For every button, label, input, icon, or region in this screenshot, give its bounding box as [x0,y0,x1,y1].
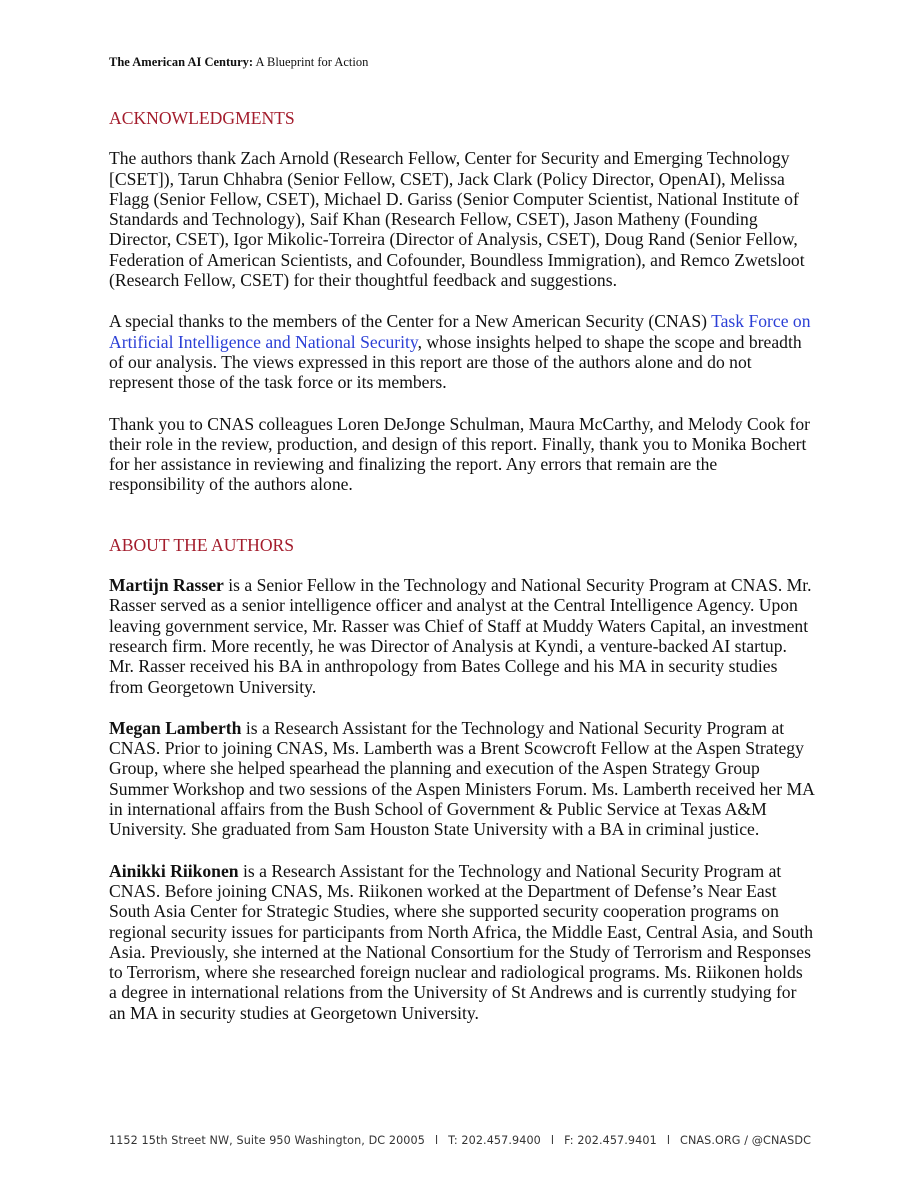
footer-address: 1152 15th Street NW, Suite 950 Washington, DC 20005 [109,1134,425,1147]
footer-separator: l [550,1134,555,1147]
footer-web-link[interactable]: CNAS.ORG / @CNASDC [680,1134,812,1147]
main-content [109,107,814,1023]
running-header [109,55,368,70]
about-authors-heading: ABOUT THE AUTHORS [109,534,295,555]
author-bio: Ainikki Riikonen is a Research Assistant for the Technology and National Security Program at CNAS. Before joining CNAS, Ms. Riikonen worked at the Department of Defense’s Near East South Asia Center for Strategic Studies, where she supported security cooperation programs on regional security issues for participants from North Africa, the Middle East, Central Asia, and South Asia. Previously, she interned at the National Consortium for the Study of Terrorism and Responses to Terrorism, where she researched foreign nuclear and radiological programs. Ms. Riikonen holds a degree in international relations from the University of St Andrews and is currently studying for an MA in security studies at Georgetown University. [109,860,814,1023]
footer-separator: l [434,1134,439,1147]
author-bio: Megan Lamberth is a Research Assistant for the Technology and National Security Program at CNAS. Prior to joining CNAS, Ms. Lamberth was a Brent Scowcroft Fellow at the Aspen Strategy Group, where she helped spearhead the planning and execution of the Aspen Strategy Group Summer Workshop and two sessions of the Aspen Ministers Forum. Ms. Lamberth received her MA in international affairs from the Bush School of Government & Public Service at Texas A&M University. She graduated from Sam Houston State University with a BA in criminal justice. [109,717,814,840]
report-title-bold: The American AI Century: [109,55,254,69]
acknowledgments-paragraph-1: The authors thank Zach Arnold (Research Fellow, Center for Security and Emerging Technology [CSET]), Tarun Chhabra (Senior Fellow, CSET), Jack Clark (Policy Director, OpenAI), Melissa Flagg (Senior Fellow, CSET), Michael D. Gariss (Senior Computer Scientist, National Institute of Standards and Technology), Saif Khan (Research Fellow, CSET), Jason Matheny (Founding Director, CSET), Igor Mikolic-Torreira (Director of Analysis, CSET), Doug Rand (Senior Fellow, Federation of American Scientists, and Cofounder, Boundless Immigration), and Remco Zwetsloot (Research Fellow, CSET) for their thoughtful feedback and suggestions. [109,148,805,291]
acknowledgments-heading: ACKNOWLEDGMENTS [109,108,295,128]
acknowledgments-paragraph-2: A special thanks to the members of the Center for a New American Security (CNAS) Task Force on Artificial Intelligence and National Security, whose insights helped to shape the scope and breadth of our analysis. The views expressed in this report are those of the authors alone and do not represent those of the task force or its members. [109,311,811,393]
author-name: Martijn Rasser [109,575,224,596]
footer-phone: T: 202.457.9400 [448,1134,541,1147]
author-name: Megan Lamberth [109,717,242,738]
report-title-subtitle: A Blueprint for Action [253,55,369,69]
page-footer [109,1134,814,1147]
task-force-link[interactable]: Task Force on Artificial Intelligence and National Security [109,311,811,352]
footer-fax: F: 202.457.9401 [564,1134,657,1147]
footer-separator: l [666,1134,671,1147]
author-bio: Martijn Rasser is a Senior Fellow in the Technology and National Security Program at CNAS. Mr. Rasser served as a senior intelligence officer and analyst at the Central Intelligence Agency. Upon leaving government service, Mr. Rasser was Chief of Staff at Muddy Waters Capital, an investment research firm. More recently, he was Director of Analysis at Kyndi, a venture-backed AI startup. Mr. Rasser received his BA in anthropology from Bates College and his MA in security studies from Georgetown University. [109,575,812,697]
author-name: Ainikki Riikonen [109,860,239,881]
acknowledgments-paragraph-3: Thank you to CNAS colleagues Loren DeJonge Schulman, Maura McCarthy, and Melody Cook for their role in the review, production, and design of this report. Finally, thank you to Monika Bochert for her assistance in reviewing and finalizing the report. Any errors that remain are the responsibility of the authors alone. [109,413,811,495]
